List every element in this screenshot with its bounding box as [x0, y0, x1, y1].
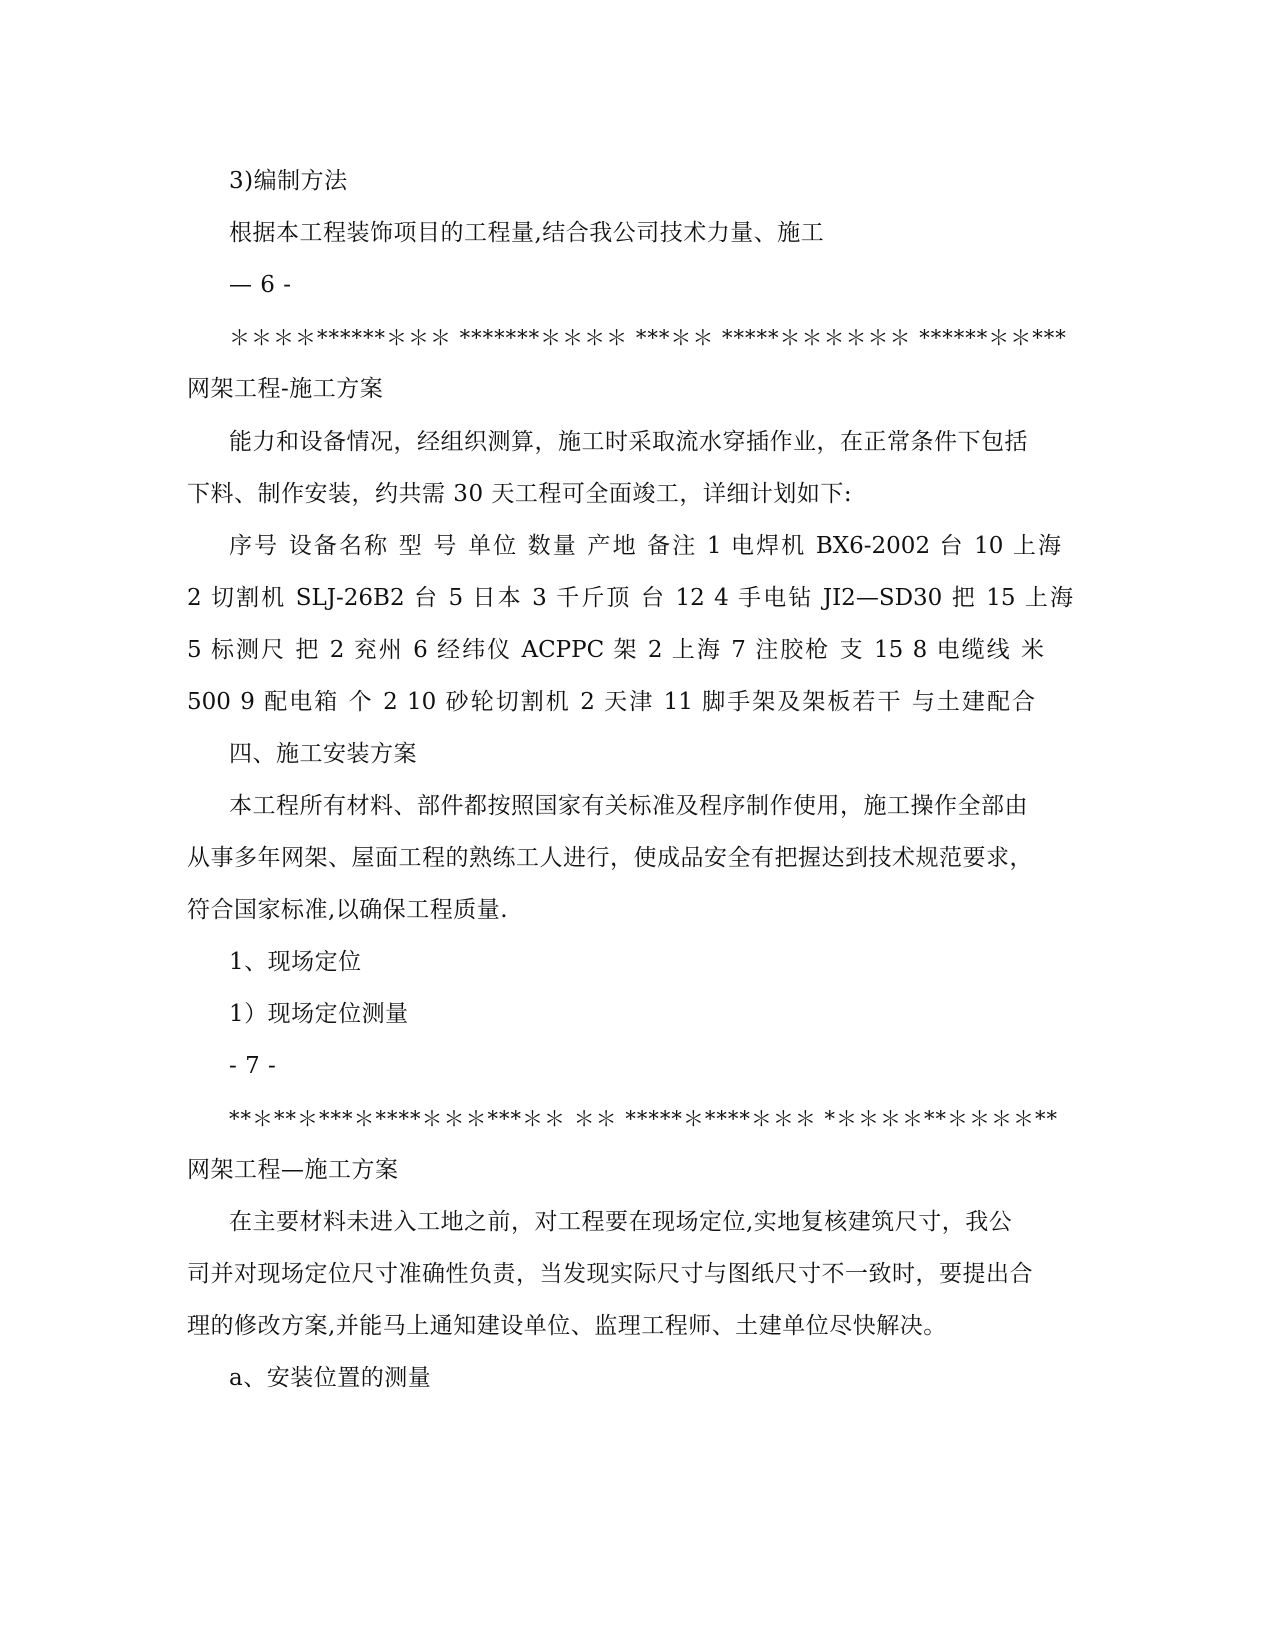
paragraph-line: 本工程所有材料、部件都按照国家有关标准及程序制作使用，施工操作全部由	[229, 793, 1028, 819]
equipment-list-line: 序号 设备名称 型 号 单位 数量 产地 备注 1 电焊机 BX6-2002 台 10 上海	[229, 533, 1061, 559]
heading-compilation-method: 3)编制方法	[229, 168, 348, 194]
paragraph-line: 司并对现场定位尺寸准确性负责，当发现实际尺寸与图纸尺寸不一致时，要提出合	[187, 1261, 1033, 1287]
page-number: — 6 -	[229, 272, 292, 298]
subsection-heading: 1）现场定位测量	[229, 1001, 409, 1027]
subsection-heading: 1、现场定位	[229, 949, 362, 975]
paragraph-line: 根据本工程装饰项目的工程量,结合我公司技术力量、施工	[229, 220, 825, 246]
separator-stars: ＊＊＊＊******＊＊＊ *******＊＊＊＊ ***＊＊ *****＊＊＊＊＊＊ ******＊＊***	[229, 326, 1067, 350]
running-header: 网架工程—施工方案	[187, 1157, 399, 1183]
paragraph-line: 理的修改方案,并能马上通知建设单位、监理工程师、土建单位尽快解决。	[187, 1313, 947, 1339]
paragraph-line: 从事多年网架、屋面工程的熟练工人进行，使成品安全有把握达到技术规范要求，	[187, 845, 1033, 871]
paragraph-line: 符合国家标准,以确保工程质量.	[187, 897, 509, 923]
paragraph-line: 能力和设备情况，经组织测算，施工时采取流水穿插作业，在正常条件下包括	[229, 429, 1028, 455]
paragraph-line: 在主要材料未进入工地之前，对工程要在现场定位,实地复核建筑尺寸，我公	[229, 1209, 1013, 1235]
paragraph-line: 下料、制作安装，约共需 30 天工程可全面竣工，详细计划如下:	[187, 481, 853, 507]
separator-stars: **＊**＊***＊****＊＊＊***＊＊ ＊＊ *****＊****＊＊＊ *＊＊＊＊**＊＊＊＊**	[229, 1107, 1059, 1131]
page-number: - 7 -	[229, 1053, 277, 1079]
equipment-list-line: 500 9 配电箱 个 2 10 砂轮切割机 2 天津 11 脚手架及架板若干 与土建配合	[187, 689, 1035, 715]
running-header: 网架工程-施工方案	[187, 376, 384, 402]
subsection-heading: a、安装位置的测量	[229, 1365, 432, 1391]
equipment-list-line: 5 标测尺 把 2 兖州 6 经纬仪 ACPPC 架 2 上海 7 注胶枪 支 15 8 电缆线 米	[187, 637, 1044, 663]
section-heading: 四、施工安装方案	[229, 741, 417, 767]
equipment-list-line: 2 切割机 SLJ-26B2 台 5 日本 3 千斤顶 台 12 4 手电钻 JI2—SD30 把 15 上海	[187, 585, 1073, 611]
